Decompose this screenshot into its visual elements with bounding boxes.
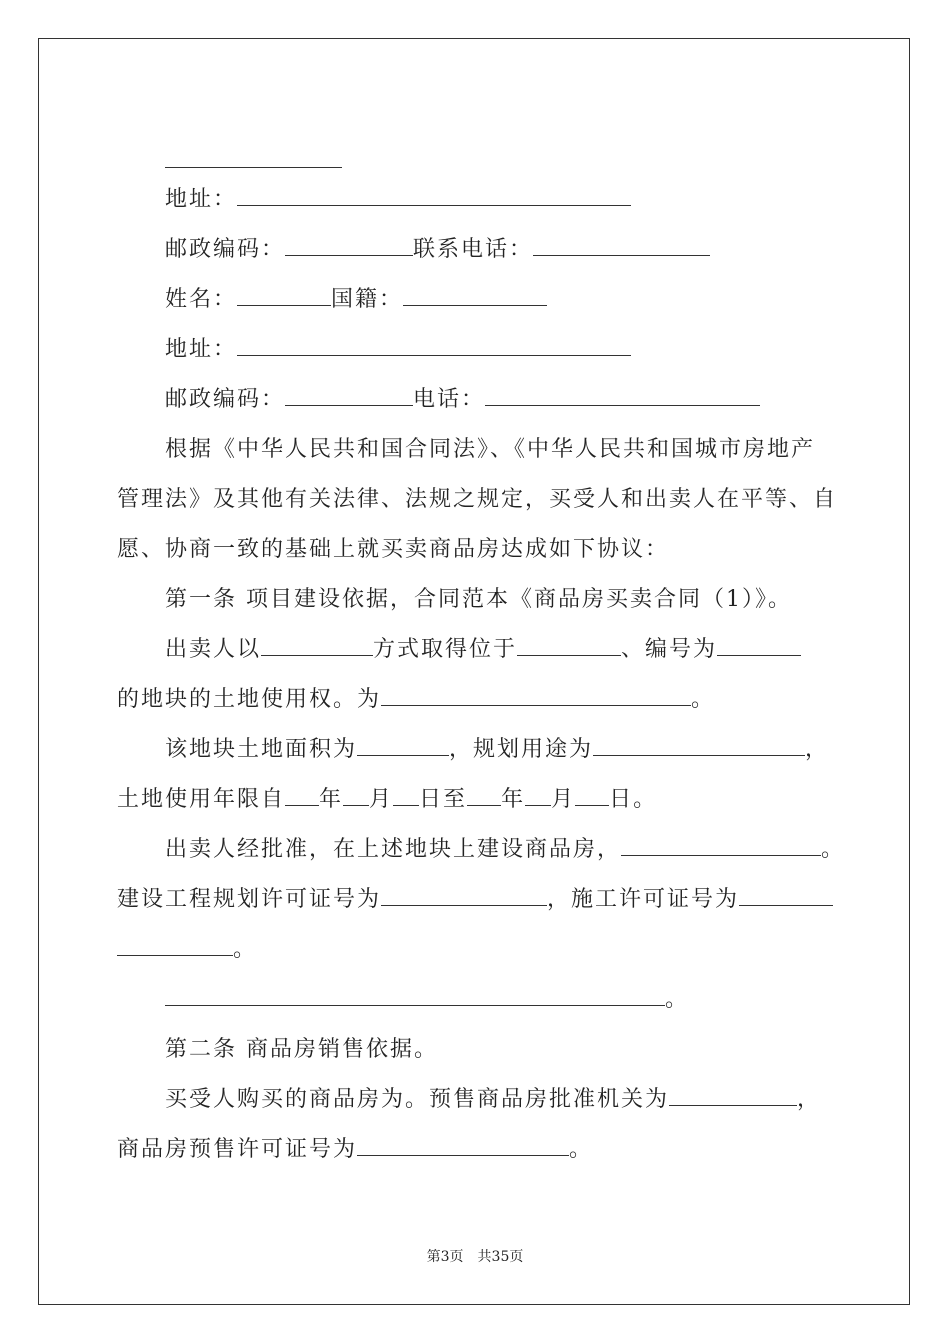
fill-blank[interactable] xyxy=(575,787,609,806)
page-border xyxy=(38,38,910,1305)
paragraph-line: 愿、协商一致的基础上就买卖商品房达成如下协议： xyxy=(117,537,670,562)
postcode-phone-line xyxy=(165,236,710,264)
fill-blank[interactable] xyxy=(261,637,373,656)
fill-blank[interactable] xyxy=(393,787,419,806)
fill-blank[interactable] xyxy=(285,387,413,406)
paragraph-line: 根据《中华人民共和国合同法》、《中华人民共和国城市房地产 xyxy=(165,437,816,462)
page-number: 第3页 共35页 xyxy=(426,1249,524,1265)
label: 年 xyxy=(319,787,344,812)
label: 。 xyxy=(569,1137,594,1162)
fill-blank[interactable] xyxy=(357,1137,569,1156)
label: 土地使用年限自 xyxy=(117,787,286,812)
fill-blank[interactable] xyxy=(381,687,691,706)
fill-blank[interactable] xyxy=(237,337,631,356)
label: 出卖人以 xyxy=(165,637,262,662)
fill-blank[interactable] xyxy=(285,787,319,806)
fill-blank[interactable] xyxy=(237,287,331,306)
fill-blank[interactable] xyxy=(285,237,413,256)
address-line xyxy=(165,186,631,214)
label: ，施工许可证号为 xyxy=(547,887,740,912)
label: 。 xyxy=(691,687,716,712)
fill-blank[interactable] xyxy=(381,887,547,906)
label: 商品房预售许可证号为 xyxy=(117,1137,358,1162)
article-2-heading: 第二条 商品房销售依据。 xyxy=(165,1037,438,1062)
label: 电话： xyxy=(413,387,486,412)
blank-line xyxy=(165,148,342,176)
fill-blank[interactable] xyxy=(621,837,821,856)
label: ， xyxy=(797,1087,822,1112)
fill-blank[interactable] xyxy=(533,237,710,256)
land-use-period-line xyxy=(117,786,657,814)
fill-blank[interactable] xyxy=(165,987,665,1006)
label: 年 xyxy=(501,787,526,812)
fill-blank[interactable] xyxy=(485,387,760,406)
label: 。 xyxy=(665,987,690,1012)
fill-blank[interactable] xyxy=(669,1087,797,1106)
label: 日至 xyxy=(419,787,468,812)
fill-blank[interactable] xyxy=(117,937,233,956)
fill-blank[interactable] xyxy=(357,737,449,756)
label: 姓名： xyxy=(165,287,238,312)
label: 建设工程规划许可证号为 xyxy=(117,887,382,912)
label: 月 xyxy=(551,787,576,812)
label: 地址： xyxy=(165,337,238,362)
fill-blank[interactable] xyxy=(403,287,547,306)
text-line xyxy=(165,736,829,764)
text-line xyxy=(117,686,715,714)
label: 联系电话： xyxy=(413,237,534,262)
label: 地址： xyxy=(165,187,238,212)
label: ，规划用途为 xyxy=(449,737,594,762)
label: 买受人购买的商品房为。预售商品房批准机关为 xyxy=(165,1087,670,1112)
fill-blank[interactable] xyxy=(739,887,833,906)
fill-blank[interactable] xyxy=(467,787,501,806)
fill-blank[interactable] xyxy=(237,187,631,206)
address-line-2 xyxy=(165,336,631,364)
label: 。 xyxy=(821,837,846,862)
text-line xyxy=(117,886,833,914)
label: 出卖人经批准，在上述地块上建设商品房， xyxy=(165,837,622,862)
paragraph-line: 管理法》及其他有关法律、法规之规定，买受人和出卖人在平等、自 xyxy=(117,487,838,512)
fill-blank[interactable] xyxy=(343,787,369,806)
label: 日。 xyxy=(609,787,658,812)
label: 。 xyxy=(233,937,258,962)
label: 月 xyxy=(369,787,394,812)
label: 邮政编码： xyxy=(165,387,286,412)
fill-blank[interactable] xyxy=(517,637,621,656)
text-line xyxy=(165,636,801,664)
label: 、编号为 xyxy=(621,637,718,662)
label: 方式取得位于 xyxy=(373,637,518,662)
label: 该地块土地面积为 xyxy=(165,737,358,762)
label: 的地块的土地使用权。为 xyxy=(117,687,382,712)
fill-blank[interactable] xyxy=(717,637,801,656)
text-line xyxy=(165,836,845,864)
text-line xyxy=(165,986,689,1014)
fill-blank[interactable] xyxy=(593,737,805,756)
article-1-heading: 第一条 项目建设依据，合同范本《商品房买卖合同（1）》。 xyxy=(165,587,792,612)
text-line xyxy=(165,1086,821,1114)
postcode-phone-line-2 xyxy=(165,386,760,414)
name-nationality-line xyxy=(165,286,547,314)
text-line xyxy=(117,936,257,964)
label: ， xyxy=(805,737,830,762)
text-line xyxy=(117,1136,593,1164)
fill-blank[interactable] xyxy=(525,787,551,806)
label: 国籍： xyxy=(331,287,404,312)
label: 邮政编码： xyxy=(165,237,286,262)
